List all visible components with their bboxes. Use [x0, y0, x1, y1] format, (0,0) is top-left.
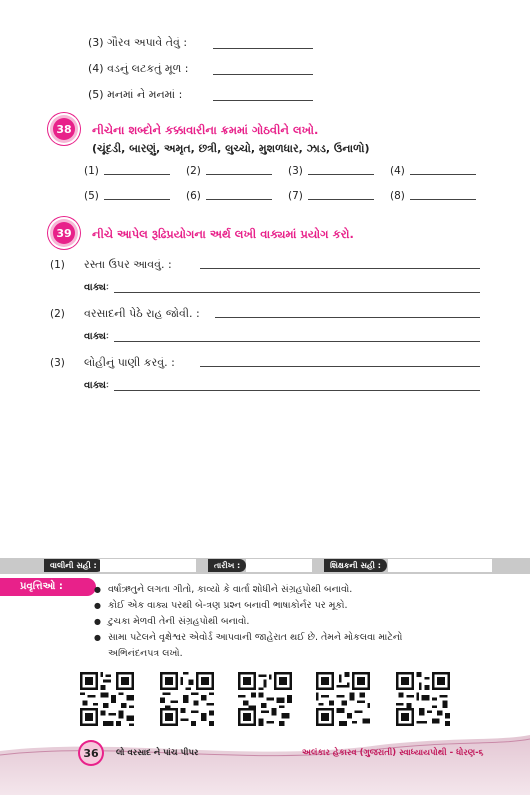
blank-label: (5)	[84, 190, 99, 202]
lesson-title: લો વરસાદ ને પાંચ પીપર	[116, 748, 199, 758]
top-item-3: (3) ગૌરવ અપાવે તેવું :	[88, 36, 188, 49]
answer-line	[200, 268, 480, 269]
qr-code[interactable]	[160, 672, 214, 726]
footer-wave	[0, 735, 530, 795]
answer-line	[410, 174, 476, 175]
answer-line	[206, 199, 272, 200]
answer-line	[308, 199, 374, 200]
blank-label: (8)	[390, 190, 405, 202]
date-label: તારીખ :	[208, 559, 246, 572]
question-38-words: (ચૂંદડી, બારણું, અમૃત, છત્રી, લુચ્ચો, મુશળધાર, ઝાડ, ઉનાળો)	[92, 142, 370, 155]
answer-line	[114, 390, 480, 391]
blank-label: (1)	[84, 165, 99, 177]
teacher-signature-label: શિક્ષકની સહી :	[324, 559, 387, 572]
answer-line	[213, 48, 313, 49]
question-38-title: નીચેના શબ્દોને કક્કાવારીના ક્રમમાં ગોઠવીને લખો.	[92, 123, 319, 137]
idiom-phrase: લોહીનું પાણી કરવું. :	[84, 356, 175, 369]
answer-line	[308, 174, 374, 175]
answer-line	[104, 174, 170, 175]
qr-code[interactable]	[316, 672, 370, 726]
blank-label: (2)	[186, 165, 201, 177]
answer-line	[410, 199, 476, 200]
blank-label: (3)	[288, 165, 303, 177]
sentence-label: વાક્યઃ	[84, 380, 109, 391]
answer-line	[114, 341, 480, 342]
qr-code[interactable]	[80, 672, 134, 726]
answer-line	[213, 74, 313, 75]
activity-item: ● સામા પટેલને વૃક્ષેશ્વર એવોર્ડ આપવાની જાહેરાત થઈ છે. તેમને મોકલવા માટેનો	[108, 632, 402, 643]
activity-item: ● વર્ષાઋતુને લગતા ગીતો, કાવ્યો કે વાર્તા શોધીને સંગ્રહપોથી બનાવો.	[108, 584, 352, 595]
idiom-phrase: રસ્તા ઉપર આવવું. :	[84, 258, 172, 271]
answer-line	[200, 366, 480, 367]
top-item-4: (4) વડનું લટકતું મૂળ :	[88, 62, 189, 75]
qr-code[interactable]	[396, 672, 450, 726]
answer-line	[114, 292, 480, 293]
top-item-5: (5) મનમાં ને મનમાં :	[88, 88, 183, 101]
parent-signature-field[interactable]	[100, 559, 196, 572]
answer-line	[206, 174, 272, 175]
book-title: અલંકાર હેકારવ (ગુજરાતી) સ્વાધ્યાયપોથી - ધોરણ-૬	[302, 748, 484, 758]
teacher-signature-field[interactable]	[388, 559, 492, 572]
page-number: 36	[78, 740, 104, 766]
blank-label: (4)	[390, 165, 405, 177]
activity-item-continued: અભિનંદનપત્ર લખો.	[108, 648, 183, 659]
qr-code[interactable]	[238, 672, 292, 726]
idiom-number: (1)	[50, 259, 65, 271]
blank-label: (7)	[288, 190, 303, 202]
answer-line	[104, 199, 170, 200]
question-38-badge: 38	[53, 118, 75, 140]
idiom-phrase: વરસાદની પેઠે રાહ જોવી. :	[84, 307, 200, 320]
activity-item: ● ટુચકા મેળવી તેની સંગ્રહપોથી બનાવો.	[108, 616, 249, 627]
activity-item: ● કોઈ એક વાક્ય પરથી બે-ત્રણ પ્રશ્ન બનાવી ભાષાકોર્નર પર મૂકો.	[108, 600, 348, 611]
question-39-title: નીચે આપેલ રૂઢિપ્રયોગના અર્થ લખી વાક્યમાં પ્રયોગ કરો.	[92, 227, 354, 241]
activities-label: પ્રવૃત્તિઓ :	[0, 578, 96, 596]
answer-line	[215, 317, 480, 318]
answer-line	[213, 100, 313, 101]
date-field[interactable]	[246, 559, 312, 572]
sentence-label: વાક્યઃ	[84, 331, 109, 342]
parent-signature-label: વાલીની સહી :	[44, 559, 103, 572]
blank-label: (6)	[186, 190, 201, 202]
idiom-number: (2)	[50, 308, 65, 320]
sentence-label: વાક્યઃ	[84, 282, 109, 293]
idiom-number: (3)	[50, 357, 65, 369]
question-39-badge: 39	[53, 222, 75, 244]
